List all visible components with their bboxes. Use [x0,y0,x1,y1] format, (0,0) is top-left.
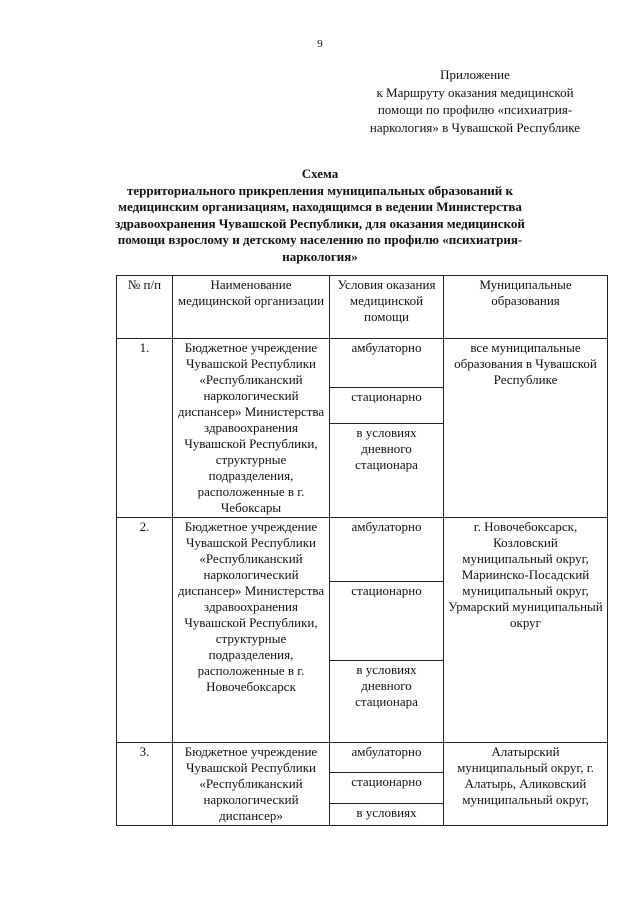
row-condition: стационарно [330,582,444,661]
appendix-line: наркология» в Чувашской Республике [369,119,581,135]
header-conditions: Условия оказания медицинской помощи [330,276,444,339]
row-condition: в условиях дневного стационара [330,423,444,517]
row-number: 1. [117,339,173,518]
row-condition: в условиях [330,804,444,826]
row-condition: амбулаторно [330,743,444,773]
heading-line: медицинским организациям, находящимся в ведении Министерства [118,199,522,214]
table-row [117,339,608,388]
heading-line: наркология» [282,248,358,264]
header-municipalities: Муниципальные образования [444,276,608,339]
heading-line: здравоохранения Чувашской Республики, для оказания медицинской [115,215,525,231]
row-municipalities: г. Новочебоксарск, Козловский муниципальный округ, Мариинско-Посадский муниципальный округ, Урмарский муниципальный округ [444,518,608,743]
appendix-line: к Маршруту оказания медицинской [376,84,574,100]
appendix-note [345,66,605,136]
page-number: 9 [317,38,323,50]
appendix-line: помощи по профилю «психиатрия- [377,102,573,117]
header-organization: Наименование медицинской организации [173,276,330,339]
document-heading [108,166,532,265]
row-organization: Бюджетное учреждение Чувашской Республики «Республиканский наркологический диспансер» Министерства здравоохранения Чувашской Республики, структурные подразделения, расположенные в г. Новочебоксарск [173,518,330,743]
attachment-table [116,275,608,826]
row-condition: амбулаторно [330,339,444,388]
row-number: 2. [117,518,173,743]
table-row [117,743,608,773]
appendix-line: Приложение [440,67,510,82]
header-number: № п/п [117,276,173,339]
row-municipalities: Алатырский муниципальный округ, г. Алатырь, Аликовский муниципальный округ, [444,743,608,826]
table-row [117,518,608,582]
row-organization: Бюджетное учреждение Чувашской Республики «Республиканский наркологический диспансер» Министерства здравоохранения Чувашской Республики, структурные подразделения, расположенные в г. Чебоксары [173,339,330,518]
row-condition: стационарно [330,387,444,423]
row-condition: амбулаторно [330,518,444,582]
row-municipalities: все муниципальные образования в Чувашской Республике [444,339,608,518]
table-header-row [117,276,608,339]
row-condition: стационарно [330,772,444,803]
row-number: 3. [117,743,173,826]
heading-line: территориального прикрепления муниципальных образований к [127,182,513,198]
row-condition: в условиях дневного стационара [330,661,444,743]
heading-title: Схема [301,166,339,181]
heading-line: помощи взрослому и детскому населению по профилю «психиатрия- [117,232,523,247]
row-organization: Бюджетное учреждение Чувашской Республики «Республиканский наркологический диспансер» [173,743,330,826]
